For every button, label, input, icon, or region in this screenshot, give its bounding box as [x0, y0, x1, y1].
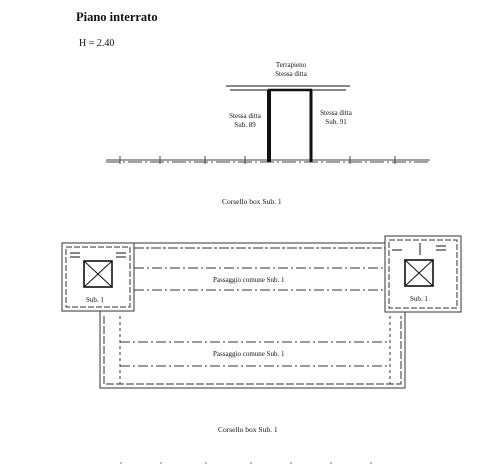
- terrapieno-label: [266, 61, 316, 79]
- right-neighbor-text: Stessa ditta: [320, 109, 352, 117]
- right-room-label: Sub. 1: [410, 295, 428, 303]
- lower-passage-label: Passaggio comune Sub. 1: [213, 350, 285, 358]
- left-sub-text: Sub. 89: [234, 121, 256, 129]
- upper-passage-label: Passaggio comune Sub. 1: [213, 276, 285, 284]
- plan-caption: Corsello box Sub. 1: [218, 425, 278, 434]
- right-stair-icon: [392, 243, 446, 286]
- terrapieno-text: Terrapieno: [275, 61, 307, 69]
- left-neighbor-label: [224, 112, 266, 130]
- left-room-label: Sub. 1: [86, 296, 104, 304]
- right-neighbor-label: [314, 109, 358, 127]
- section-caption: Corsello box Sub. 1: [222, 197, 282, 206]
- left-neighbor-text: Stessa ditta: [229, 112, 261, 120]
- right-sub-text: Sub. 91: [325, 118, 347, 126]
- page-title: Piano interrato: [76, 10, 158, 24]
- plan-outline: [62, 236, 461, 388]
- stessa-ditta-top-text: Stessa ditta: [275, 70, 307, 78]
- height-label: H = 2.40: [79, 38, 115, 49]
- left-stair-icon: [70, 253, 126, 287]
